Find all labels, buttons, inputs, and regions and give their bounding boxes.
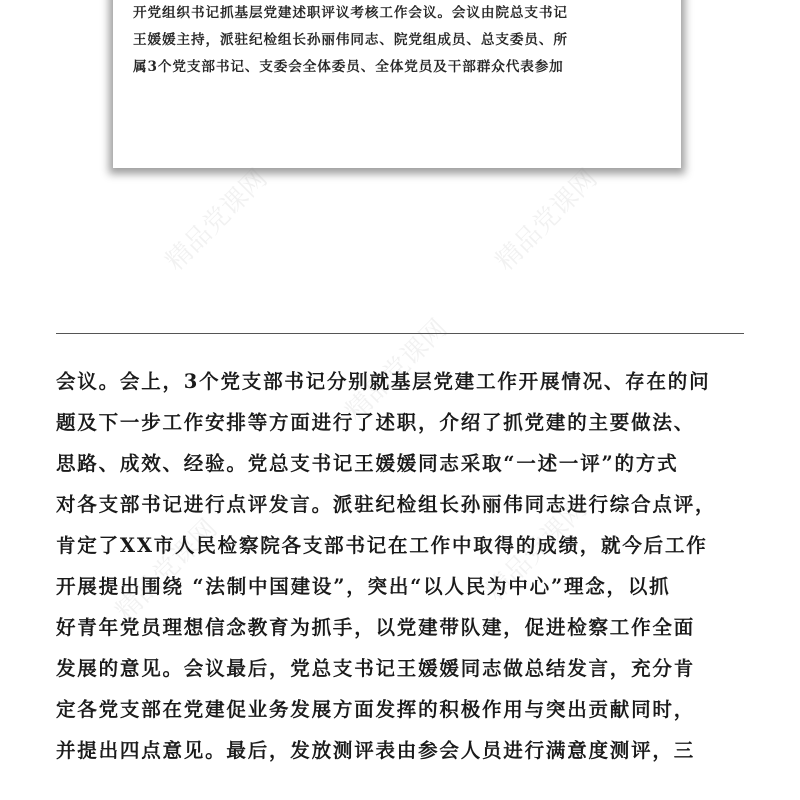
card-line-3: 属3个党支部书记、支委会全体委员、全体党员及干部群众代表参加 [133,59,564,75]
body-line-7: 好青年党员理想信念教育为抓手，以党建带队建，促进检察工作全面 [56,616,696,639]
watermark-2: 精品党课网 [490,163,604,277]
quoted-text-card [113,0,681,168]
watermark-5: 精品党课网 [480,493,594,607]
watermark-3: 精品党课网 [340,313,454,427]
body-line-6: 开展提出围绕 “法制中国建设”，突出“以人民为中心”理念，以抓 [56,575,671,598]
top-card-area [0,0,800,200]
body-paragraph [56,361,756,771]
body-line-3: 思路、成效、经验。党总支书记王媛媛同志采取“一述一评”的方式 [56,452,679,475]
card-line-2: 王媛媛主持，派驻纪检组长孙丽伟同志、院党组成员、总支委员、所 [133,32,568,48]
card-line-1: 开党组织书记抓基层党建述职评议考核工作会议。会议由院总支书记 [133,5,568,21]
body-line-2: 题及下一步工作安排等方面进行了述职，介绍了抓党建的主要做法、 [56,411,696,434]
body-line-8: 发展的意见。会议最后，党总支书记王媛媛同志做总结发言，充分肯 [56,657,696,680]
card-paragraph [133,0,663,81]
body-line-4: 对各支部书记进行点评发言。派驻纪检组长孙丽伟同志进行综合点评， [56,493,717,516]
watermark-1: 精品党课网 [160,163,274,277]
section-divider [56,333,744,334]
body-line-5: 肯定了XX市人民检察院各支部书记在工作中取得的成绩，就今后工作 [56,534,708,557]
body-line-1: 会议。会上，3个党支部书记分别就基层党建工作开展情况、存在的问 [56,370,711,393]
body-line-9: 定各党支部在党建促业务发展方面发挥的积极作用与突出贡献同时， [56,698,696,721]
body-line-10: 并提出四点意见。最后，发放测评表由参会人员进行满意度测评，三 [56,739,696,762]
watermark-4: 精品党课网 [110,513,224,627]
